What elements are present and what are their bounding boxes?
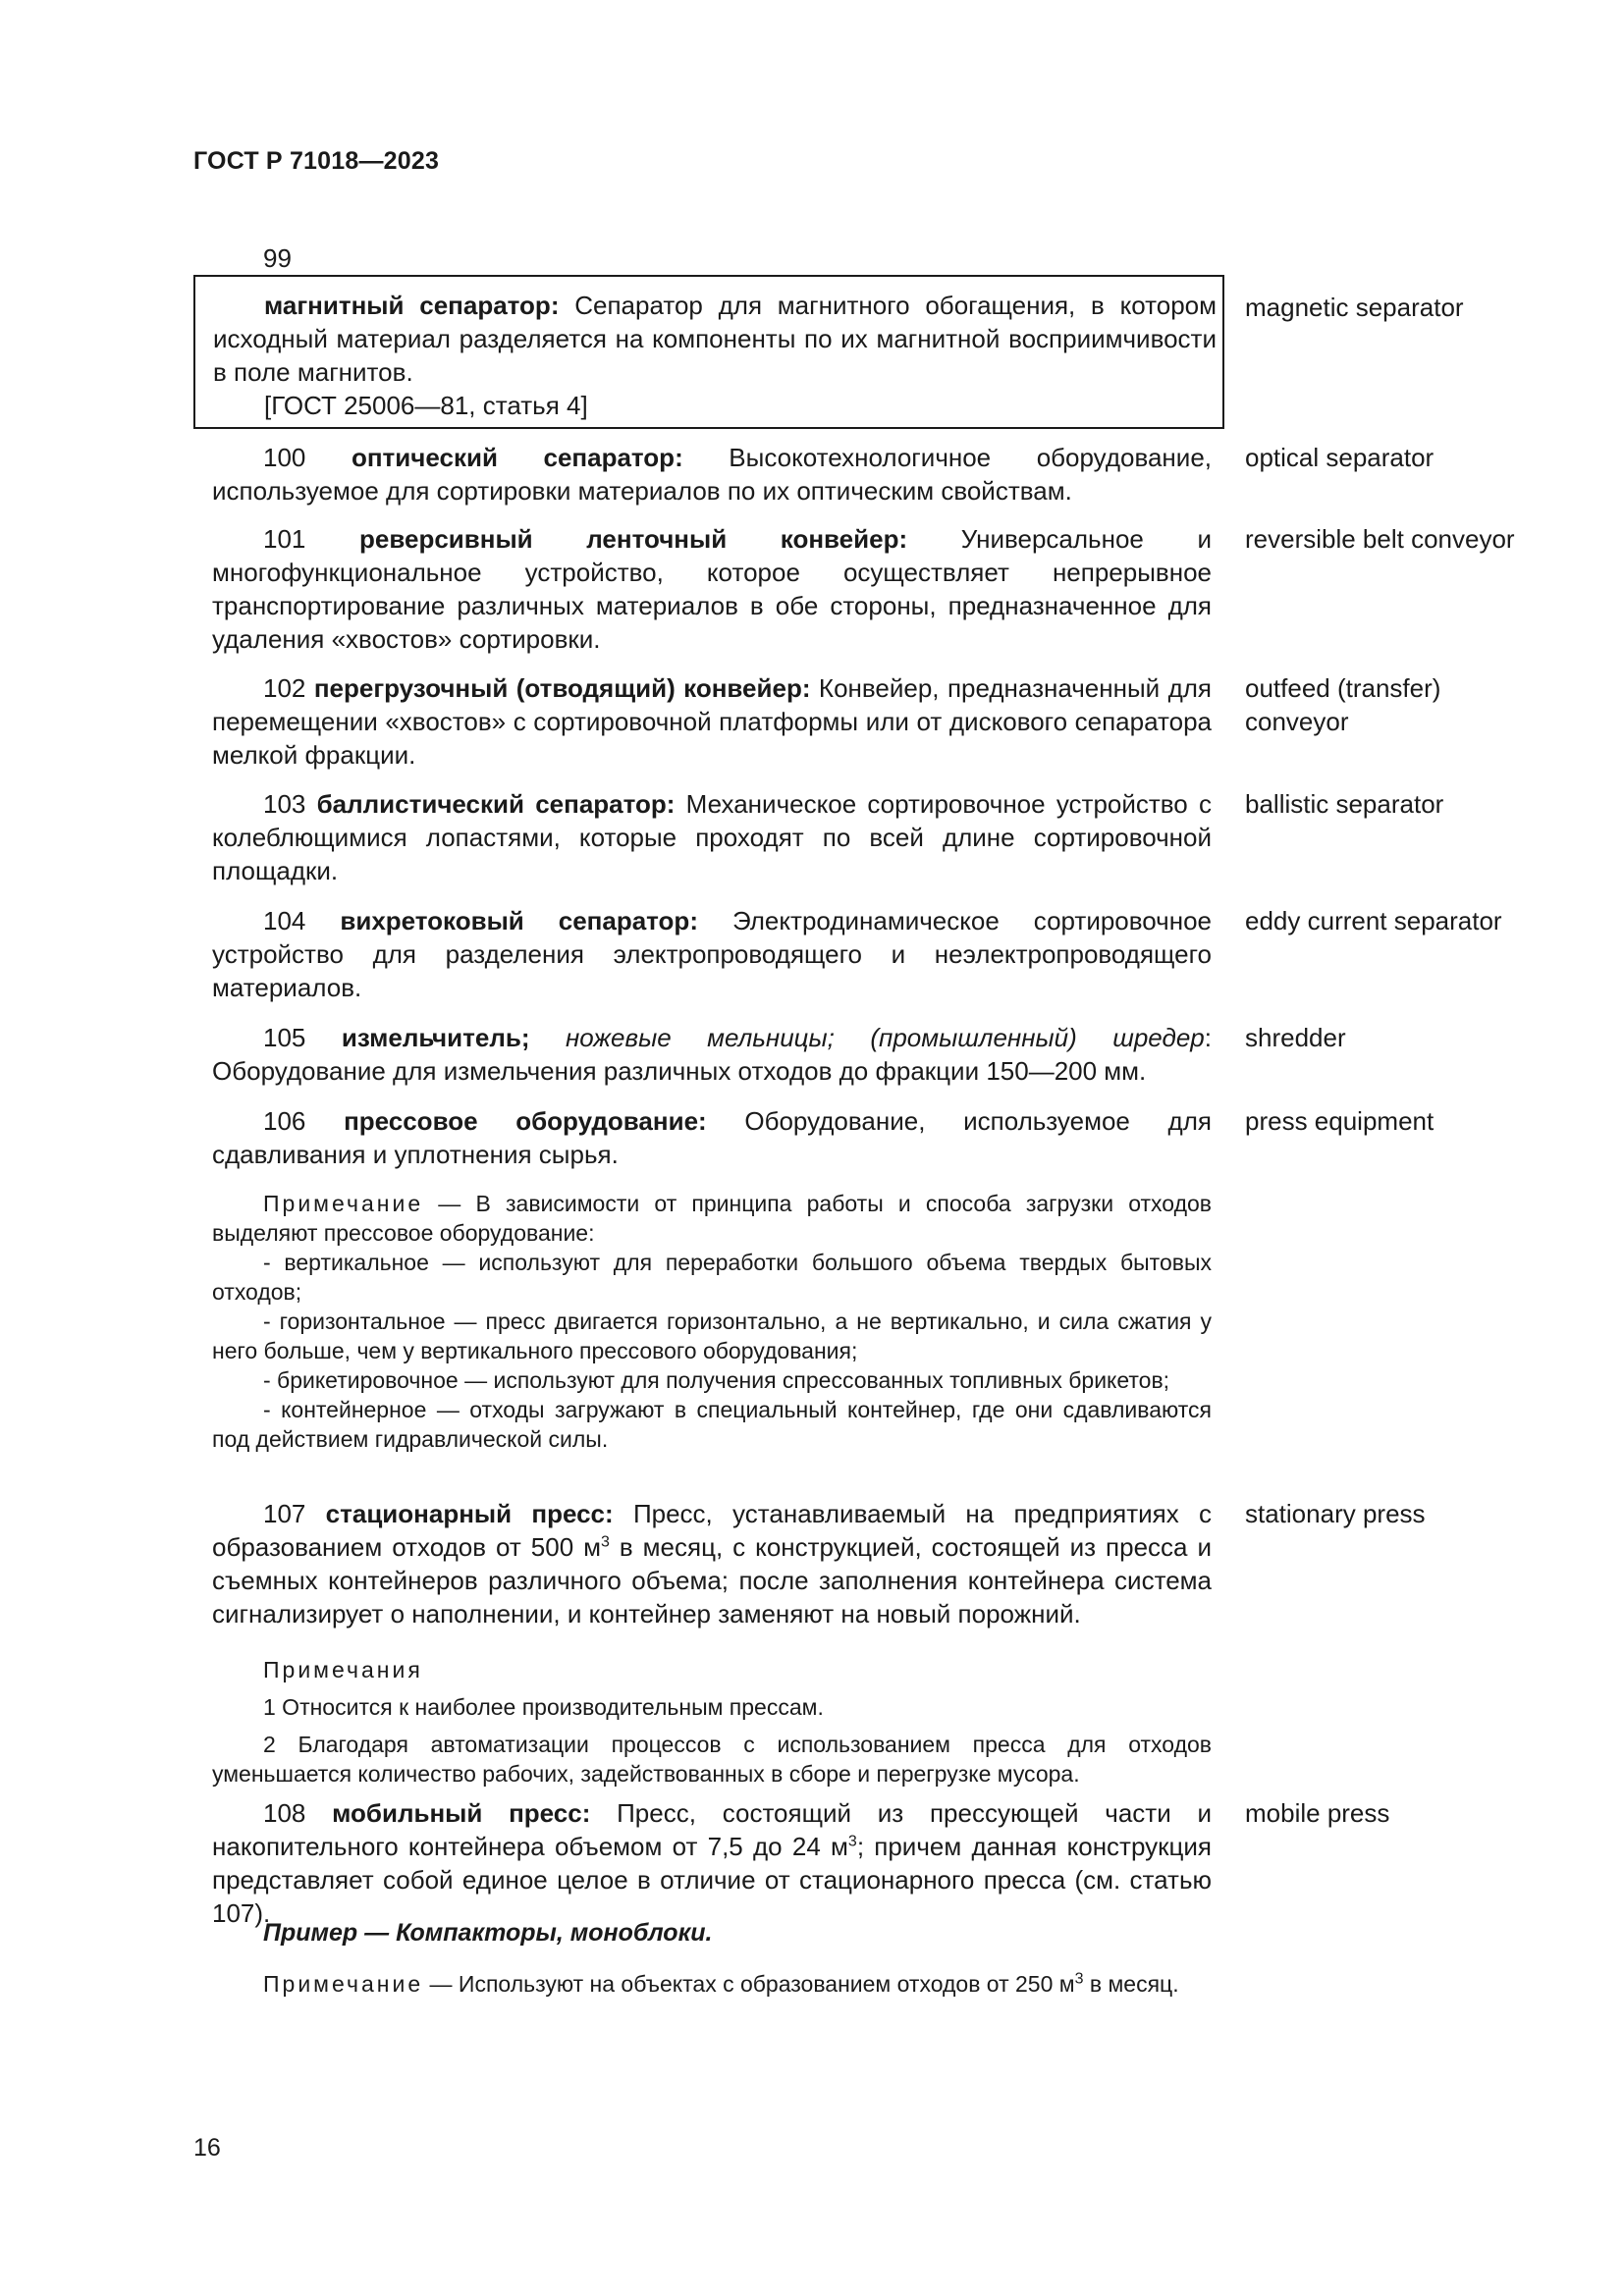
entry-105-definition: : Оборудование для измельчения различных отходов до фракции 150—200 мм. [212, 1023, 1212, 1086]
entry-108-note-superscript: 3 [1074, 1970, 1084, 1988]
entry-106-term: прессовое оборудование: [344, 1106, 707, 1136]
entry-100-definition: Высокотехнологичное оборудование, используемое для сортировки материалов по их оптическим свойствам. [212, 443, 1212, 506]
entry-100 [212, 441, 1212, 507]
entry-108-definition-part2: ; причем данная конструкция представляет собой единое целое в отличие от стационарного пресса (см. статью 107). [212, 1832, 1212, 1928]
entry-101-definition: Универсальное и многофункциональное устройство, которое осуществляет непрерывное транспортирование различных материалов в обе стороны, предназначенное для удаления «хвостов» сортировки. [212, 524, 1212, 654]
entry-108-example [212, 1916, 1212, 1949]
entry-103-term-en: ballistic separator [1245, 789, 1444, 819]
entry-104-term-en: eddy current separator [1245, 906, 1502, 935]
entry-102-definition: Конвейер, предназначенный для перемещении «хвостов» с сортировочной платформы или от дискового сепаратора мелкой фракции. [212, 673, 1212, 770]
entry-100-term-en: optical separator [1245, 443, 1435, 472]
entry-107-term-en: stationary press [1245, 1499, 1426, 1528]
entry-102 [212, 671, 1212, 772]
entry-101 [212, 522, 1212, 656]
entry-103-definition: Механическое сортировочное устройство с колеблющимися лопастями, которые проходят по всей длине сортировочной площадки. [212, 789, 1212, 885]
entry-99-source: [ГОСТ 25006—81, статья 4] [264, 391, 588, 420]
entry-100-number: 100 [263, 443, 306, 472]
entry-108 [212, 1796, 1212, 1930]
entry-107-superscript: 3 [601, 1533, 610, 1551]
entry-105-term-en: shredder [1245, 1023, 1346, 1052]
entry-107-definition-part2: в месяц, с конструкцией, состоящей из пресса и съемных контейнеров различного объема; после заполнения контейнера система сигнализирует о наполнении, и контейнер заменяют на новый порожний. [212, 1532, 1212, 1629]
entry-100-term: оптический сепаратор: [351, 443, 683, 472]
entry-108-term-en: mobile press [1245, 1798, 1390, 1828]
entry-108-term: мобильный пресс: [332, 1798, 591, 1828]
entry-105-number: 105 [263, 1023, 306, 1052]
entry-106-number: 106 [263, 1106, 306, 1136]
entry-108-note-part2: в месяц. [1083, 1971, 1179, 1997]
entry-108-note-label: Примечание [263, 1971, 424, 1997]
entry-101-number: 101 [263, 524, 306, 554]
entry-102-number: 102 [263, 673, 306, 703]
entry-108-note-part1: — Используют на объектах с образованием отходов от 250 м [423, 1971, 1075, 1997]
entry-106-note [212, 1189, 1212, 1454]
entry-105-term: измельчитель; [341, 1023, 530, 1052]
entry-106-term-en: press equipment [1245, 1106, 1435, 1136]
entry-102-term-en: outfeed (transfer) conveyor [1245, 673, 1441, 736]
entry-105-synonyms: ножевые мельницы; (промышленный) шредер [565, 1023, 1205, 1052]
document-header: ГОСТ Р 71018—2023 [193, 147, 440, 175]
entry-102-term: перегрузочный (отводящий) конвейер: [313, 673, 811, 703]
entry-107-note-2: 2 Благодаря автоматизации процессов с использованием пресса для отходов уменьшается количество рабочих, задействованных в сборе и перегрузке мусора. [212, 1732, 1212, 1787]
entry-108-superscript: 3 [847, 1833, 857, 1850]
entry-99-number: 99 [263, 243, 292, 273]
entry-99-definition-block [213, 289, 1217, 422]
entry-101-term-en: reversible belt conveyor [1245, 524, 1515, 554]
entry-103-term: баллистический сепаратор: [316, 789, 676, 819]
entry-107-note-1: 1 Относится к наиболее производительным прессам. [263, 1694, 824, 1720]
entry-99-term: магнитный сепаратор: [264, 291, 560, 320]
entry-107-definition-part1: Пресс, устанавливаемый на предприятиях с образованием отходов от 500 м [212, 1499, 1212, 1562]
entry-101-term: реверсивный ленточный конвейер: [359, 524, 908, 554]
entry-104-term: вихретоковый сепаратор: [340, 906, 698, 935]
entry-106-note-item: - контейнерное — отходы загружают в специальный контейнер, где они сдавливаются под действием гидравлической силы. [212, 1397, 1212, 1452]
entry-99-definition: Сепаратор для магнитного обогащения, в котором исходный материал разделяется на компоненты по их магнитной восприимчивости в поле магнитов. [213, 291, 1217, 387]
entry-108-example-text: Пример — Компакторы, моноблоки. [263, 1919, 713, 1947]
page-number: 16 [193, 2134, 221, 2162]
entry-106-definition: Оборудование, используемое для сдавливания и уплотнения сырья. [212, 1106, 1212, 1169]
entry-104-definition: Электродинамическое сортировочное устройство для разделения электропроводящего и неэлектропроводящего материалов. [212, 906, 1213, 1002]
entry-108-note [212, 1969, 1212, 1999]
entry-108-definition-part1: Пресс, состоящий из прессующей части и накопительного контейнера объемом от 7,5 до 24 м [212, 1798, 1212, 1861]
entry-99-box [193, 275, 1224, 429]
entry-107-number: 107 [263, 1499, 306, 1528]
entry-108-number: 108 [263, 1798, 306, 1828]
entry-104 [212, 904, 1212, 1004]
entry-107-notes-label: Примечания [263, 1657, 423, 1682]
entry-104-number: 104 [263, 906, 306, 935]
entry-105 [212, 1021, 1212, 1088]
entry-103-number: 103 [263, 789, 306, 819]
entry-106-note-intro: — В зависимости от принципа работы и способа загрузки отходов выделяют прессовое оборудование: [212, 1191, 1212, 1246]
entry-107 [212, 1497, 1212, 1630]
entry-106-note-item: - вертикальное — используют для переработки большого объема твердых бытовых отходов; [212, 1250, 1212, 1305]
entry-99-term-en: magnetic separator [1245, 293, 1464, 322]
entry-106-note-label: Примечание [263, 1191, 424, 1216]
entry-106-note-item: - горизонтальное — пресс двигается горизонтально, а не вертикально, и сила сжатия у него больше, чем у вертикального прессового оборудования; [212, 1308, 1212, 1363]
entry-103 [212, 787, 1212, 887]
entry-106 [212, 1104, 1212, 1171]
entry-106-note-item: - брикетировочное — используют для получения спрессованных топливных брикетов; [263, 1367, 1170, 1393]
entry-107-notes [212, 1655, 1212, 1789]
entry-107-term: стационарный пресс: [325, 1499, 614, 1528]
